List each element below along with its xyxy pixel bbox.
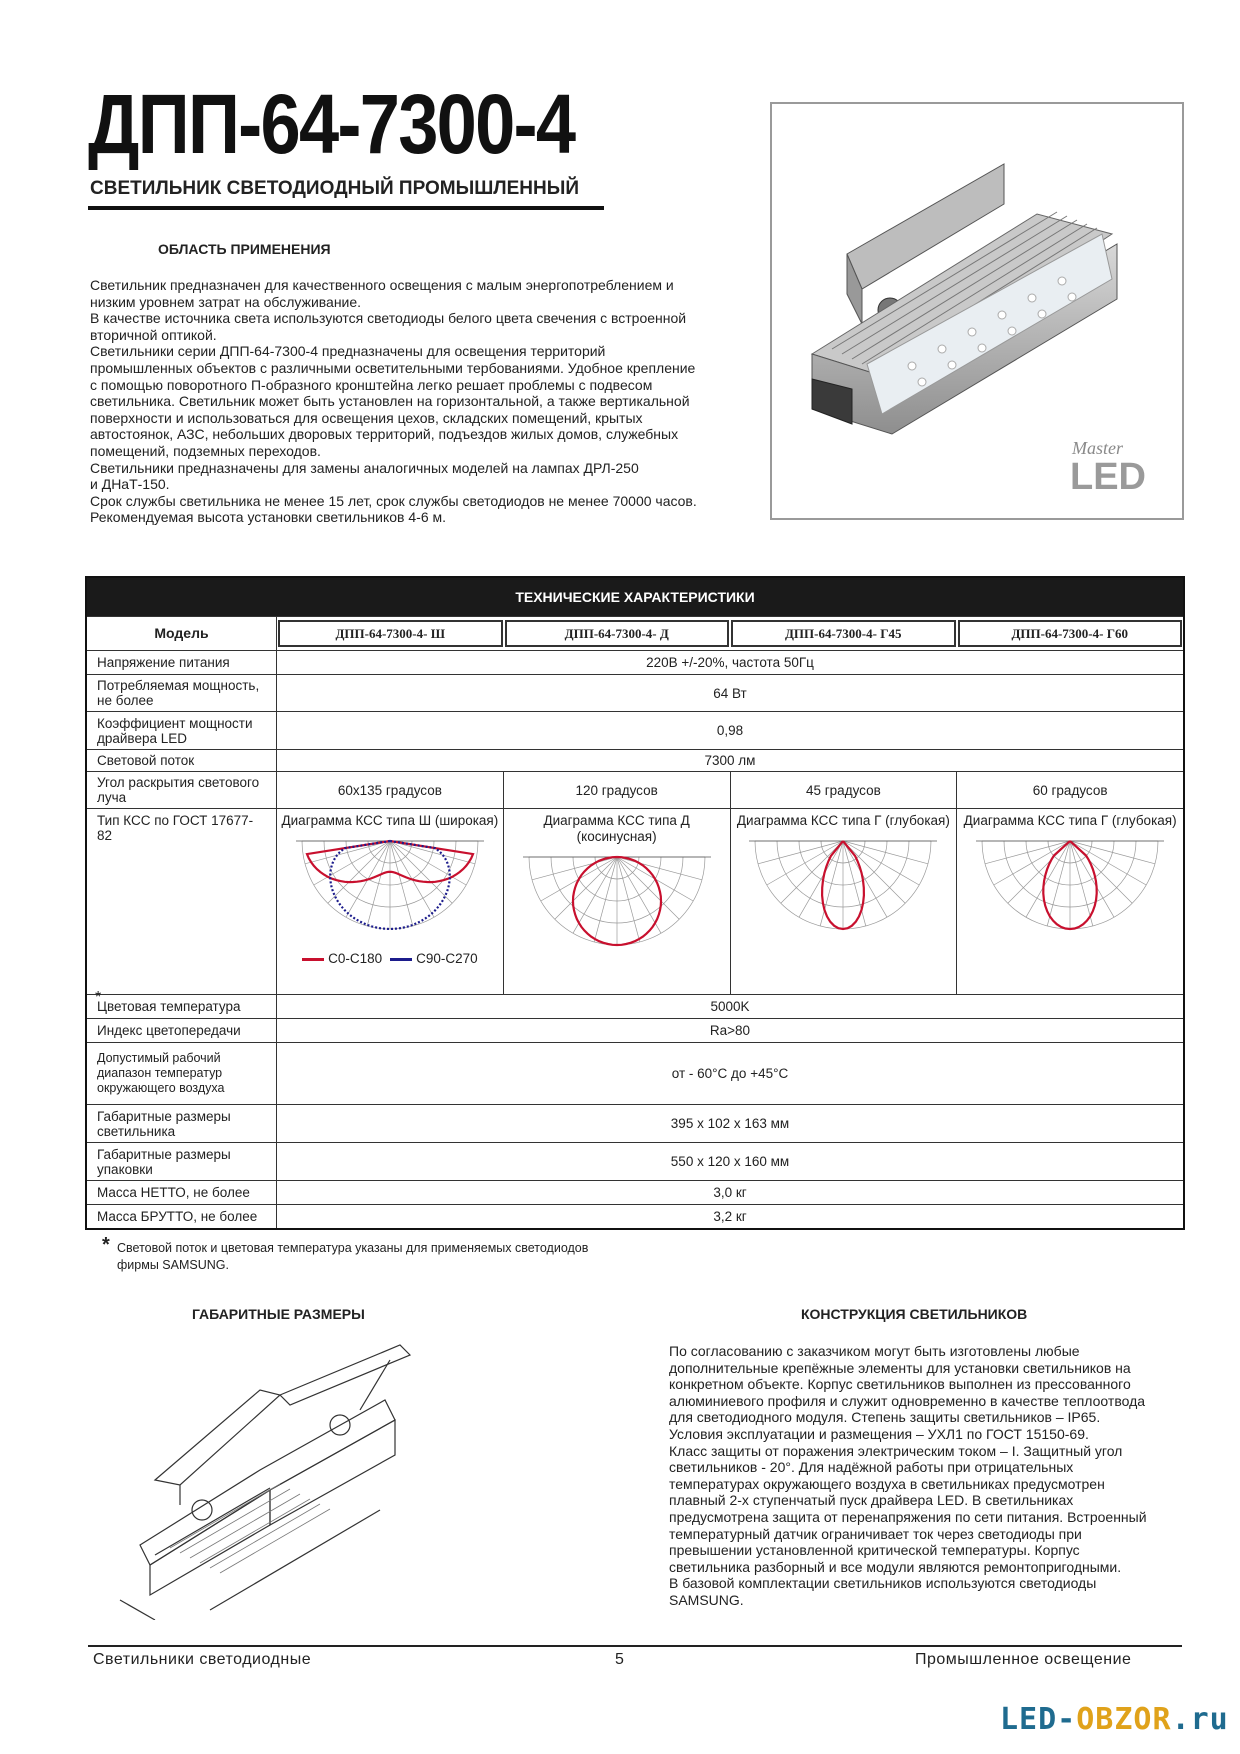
polar-grid-spoke — [390, 841, 413, 926]
construction-line: плавный 2-х ступенчатый пуск драйвера LED. В светильниках — [669, 1492, 1074, 1509]
table-row — [87, 749, 1183, 771]
application-line: Светильники предназначены для замены аналогичных моделей на лампах ДРЛ-250 — [90, 459, 639, 476]
footnote-star: * — [102, 1234, 110, 1256]
polar-grid-spoke — [617, 857, 640, 942]
model-g60: ДПП-64-7300-4- Г60 — [958, 620, 1183, 647]
application-line: вторичной оптикой. — [90, 326, 217, 343]
polar-diagram-cosine — [510, 845, 724, 965]
beam-label: Угол раскрытия светового луча — [87, 772, 277, 808]
kss-diagram-d — [504, 809, 731, 994]
table-row — [87, 1204, 1183, 1228]
table-row — [87, 650, 1183, 674]
polar-grid-spoke — [554, 857, 616, 919]
watermark-part: LED- — [1000, 1702, 1077, 1737]
flux-label: Световой поток — [87, 750, 277, 771]
construction-line: SAMSUNG. — [669, 1591, 744, 1608]
table-row — [87, 1104, 1183, 1142]
polar-grid-spoke — [843, 841, 928, 864]
spec-table-heading: ТЕХНИЧЕСКИЕ ХАРАКТЕРИСТИКИ — [87, 578, 1183, 616]
table-row — [87, 1042, 1183, 1104]
cri-value: Ra>80 — [709, 1023, 751, 1038]
beam-value: 60х135 градусов — [277, 772, 504, 808]
gross-value: 3,2 кг — [713, 1209, 747, 1224]
watermark — [1000, 1702, 1229, 1737]
application-line: промышленных объектов с различными осветительными тербованиями. Удобное крепление — [90, 359, 696, 376]
legend-c0 — [302, 951, 382, 966]
cct-label-text: Цветовая температура — [97, 999, 241, 1014]
table-row — [87, 771, 1183, 808]
polar-grid-spoke — [843, 841, 887, 917]
polar-grid-spoke — [594, 857, 617, 942]
kss-diagram-sh — [277, 809, 504, 994]
construction-heading: КОНСТРУКЦИЯ СВЕТИЛЬНИКОВ — [801, 1306, 1028, 1322]
construction-line: Класс защиты от поражения электрическим током – I. Защитный угол — [669, 1442, 1123, 1459]
construction-line: алюминиевого профиля и служит одновременно в качестве теплоотвода — [669, 1392, 1146, 1409]
kss-legend — [302, 951, 478, 966]
dims-label: Габаритные размеры светильника — [87, 1105, 277, 1142]
polar-grid-spoke — [843, 841, 905, 903]
application-line: помещений, подземных переходов. — [90, 442, 321, 459]
kss-diagram-title: Диаграмма КСС типа Г (глубокая) — [963, 813, 1177, 828]
application-heading: ОБЛАСТЬ ПРИМЕНЕНИЯ — [158, 241, 331, 257]
application-line: с помощью поворотного П-образного кронштейна легко решает проблемы с подвесом — [90, 376, 653, 393]
construction-line: Условия эксплуатации и размещения – УХЛ1 по ГОСТ 15150-69. — [669, 1425, 1089, 1442]
construction-line: превышении установленной критической температуры. Корпус — [669, 1542, 1080, 1559]
table-row — [87, 989, 1183, 1018]
dimensions-heading: ГАБАРИТНЫЕ РАЗМЕРЫ — [192, 1306, 365, 1322]
polar-grid-spoke — [617, 857, 661, 933]
beam-value: 45 градусов — [731, 772, 958, 808]
construction-line: светильника разборный и все модули являются ремонтопригодными. — [669, 1558, 1122, 1575]
table-row — [87, 674, 1183, 711]
kss-diagram-g60 — [957, 809, 1183, 994]
subtitle-underline — [88, 206, 604, 210]
construction-text — [669, 1343, 1189, 1609]
application-line: светильника. Светильник может быть установлен на горизонтальной, а также вертикальной — [90, 393, 690, 410]
temp-label: Допустимый рабочий диапазон температур окружающего воздуха — [87, 1043, 277, 1104]
construction-line: В базовой комплектации светильников используются светодиоды — [669, 1575, 1097, 1592]
legend-line-icon — [390, 958, 412, 961]
power-factor-value: 0,98 — [716, 723, 744, 738]
kss-diagram-title: Диаграмма КСС типа Ш (широкая) — [281, 813, 499, 828]
application-line: Срок службы светильника не менее 15 лет, срок службы светодиодов не менее 70000 часов. — [90, 492, 697, 509]
polar-grid-spoke — [1070, 841, 1093, 926]
construction-line: дополнительные крепёжные элементы для установки светильников на — [669, 1359, 1131, 1376]
power-factor-label: Коэффициент мощности драйвера LED — [87, 712, 277, 749]
cri-label: Индекс цветопередачи — [87, 1019, 277, 1042]
product-photo — [770, 102, 1184, 520]
footer-rule — [88, 1645, 1182, 1647]
polar-grid-spoke — [799, 841, 843, 917]
polar-grid-spoke — [1070, 841, 1114, 917]
beam-value: 120 градусов — [504, 772, 731, 808]
construction-line: температурах окружающего воздуха в светильниках предусмотрен — [669, 1475, 1105, 1492]
model-d: ДПП-64-7300-4- Д — [505, 620, 730, 647]
luminaire-illustration — [772, 104, 1182, 518]
application-line: и ДНаТ-150. — [90, 476, 170, 493]
polar-grid-spoke — [767, 841, 843, 885]
dims-value: 395 х 102 х 163 мм — [670, 1116, 790, 1131]
construction-line: светильников - 20°. Для надёжной работы при отрицательных — [669, 1459, 1074, 1476]
polar-grid-spoke — [843, 841, 919, 885]
net-value: 3,0 кг — [713, 1185, 747, 1200]
polar-grid-spoke — [1047, 841, 1070, 926]
application-line: Рекомендуемая высота установки светильников 4-6 м. — [90, 509, 447, 526]
voltage-value: 220В +/-20%, частота 50Гц — [646, 655, 814, 670]
flux-value: 7300 лм — [704, 753, 756, 768]
polar-grid-spoke — [781, 841, 843, 903]
logo-led-text: LED — [1070, 456, 1146, 498]
watermark-part: .ru — [1171, 1702, 1229, 1737]
kss-diagram-title: Диаграмма КСС типа Г (глубокая) — [736, 813, 950, 828]
polar-grid-spoke — [1026, 841, 1070, 917]
table-row — [87, 1180, 1183, 1204]
application-line: поверхности и использоваться для освещения цехов, складских помещений, крытых — [90, 409, 643, 426]
watermark-part: OBZOR — [1076, 1702, 1172, 1737]
kss-diagram-title: Диаграмма КСС типа Д (косинусная) — [543, 813, 690, 844]
table-row — [87, 1018, 1183, 1042]
legend-c90 — [390, 951, 478, 966]
footnote-line: Световой поток и цветовая температура указаны для применяемых светодиодов — [117, 1241, 589, 1255]
construction-line: предусмотрена защита от перенапряжения по сети питания. Встроенный — [669, 1508, 1147, 1525]
polar-grid-spoke — [994, 841, 1070, 885]
page-number: 5 — [615, 1651, 624, 1668]
polar-diagram-deep45 — [736, 829, 950, 949]
table-row — [87, 711, 1183, 749]
legend-line-icon — [302, 958, 324, 961]
model-label: Модель — [87, 617, 277, 650]
application-line: Светильники серии ДПП-64-7300-4 предназначены для освещения территорий — [90, 343, 606, 360]
table-row-kss — [87, 808, 1183, 994]
application-line: низким уровнем затрат на обслуживание. — [90, 293, 362, 310]
legend-c0-label: С0-С180 — [328, 951, 383, 966]
application-line: автостоянок, АЗС, небольших дворовых территорий, подъездов жилых домов, служебных — [90, 426, 679, 443]
dimensions-drawing — [110, 1330, 430, 1620]
application-line: Светильник предназначен для качественного освещения с малым энергопотреблением и — [90, 277, 674, 293]
polar-diagram-deep60 — [963, 829, 1177, 949]
kss-label: Тип КСС по ГОСТ 17677-82 — [87, 809, 277, 994]
pack-label: Габаритные размеры упаковки — [87, 1143, 277, 1180]
model-sh: ДПП-64-7300-4- Ш — [278, 620, 503, 647]
kss-diagram-g45 — [731, 809, 958, 994]
application-text — [90, 277, 770, 526]
spec-table — [85, 576, 1185, 1230]
polar-grid-spoke — [367, 841, 390, 926]
page-title: ДПП-64-7300-4 — [88, 77, 575, 171]
pack-value: 550 х 120 х 160 мм — [670, 1154, 790, 1169]
voltage-label: Напряжение питания — [87, 651, 277, 674]
polar-diagram-wide — [283, 829, 497, 949]
polar-grid-spoke — [617, 857, 702, 880]
power-label: Потребляемая мощность, не более — [87, 675, 277, 711]
gross-label: Масса БРУТТО, не более — [87, 1205, 277, 1228]
footer-left: Светильники светодиодные — [93, 1651, 312, 1668]
temp-value: от - 60°С до +45°С — [671, 1066, 789, 1081]
logo-master-text: Master — [1072, 438, 1123, 458]
page-subtitle: СВЕТИЛЬНИК СВЕТОДИОДНЫЙ ПРОМЫШЛЕННЫЙ — [90, 178, 579, 199]
cct-label — [87, 989, 277, 1018]
polar-grid-spoke — [758, 841, 843, 864]
table-row — [87, 1142, 1183, 1180]
footnote — [117, 1240, 588, 1274]
cct-value: 5000K — [710, 999, 750, 1014]
power-value: 64 Вт — [713, 685, 747, 701]
construction-line: По согласованию с заказчиком могут быть изготовлены любые — [669, 1343, 1080, 1359]
table-row-model — [87, 616, 1183, 650]
model-g45: ДПП-64-7300-4- Г45 — [731, 620, 956, 647]
polar-grid-spoke — [532, 857, 617, 880]
legend-c90-label: С90-С270 — [416, 951, 478, 966]
footer-right: Промышленное освещение — [915, 1651, 1132, 1668]
polar-grid-spoke — [573, 857, 617, 933]
footnote-line: фирмы SAMSUNG. — [117, 1258, 229, 1272]
construction-line: конкретном объекте. Корпус светильников выполнен из прессованного — [669, 1376, 1131, 1393]
construction-line: температурный датчик ограничивает ток через светодиоды при — [669, 1525, 1082, 1542]
beam-value: 60 градусов — [1032, 782, 1108, 798]
cct-star: * — [95, 989, 102, 1006]
net-label: Масса НЕТТО, не более — [87, 1181, 277, 1204]
application-line: В качестве источника света используются светодиоды белого цвета свечения с встроенной — [90, 310, 687, 327]
polar-grid-spoke — [1070, 841, 1146, 885]
construction-line: для светодиодного модуля. Степень защиты светильников – IP65. — [669, 1409, 1101, 1426]
polar-grid-spoke — [617, 857, 679, 919]
